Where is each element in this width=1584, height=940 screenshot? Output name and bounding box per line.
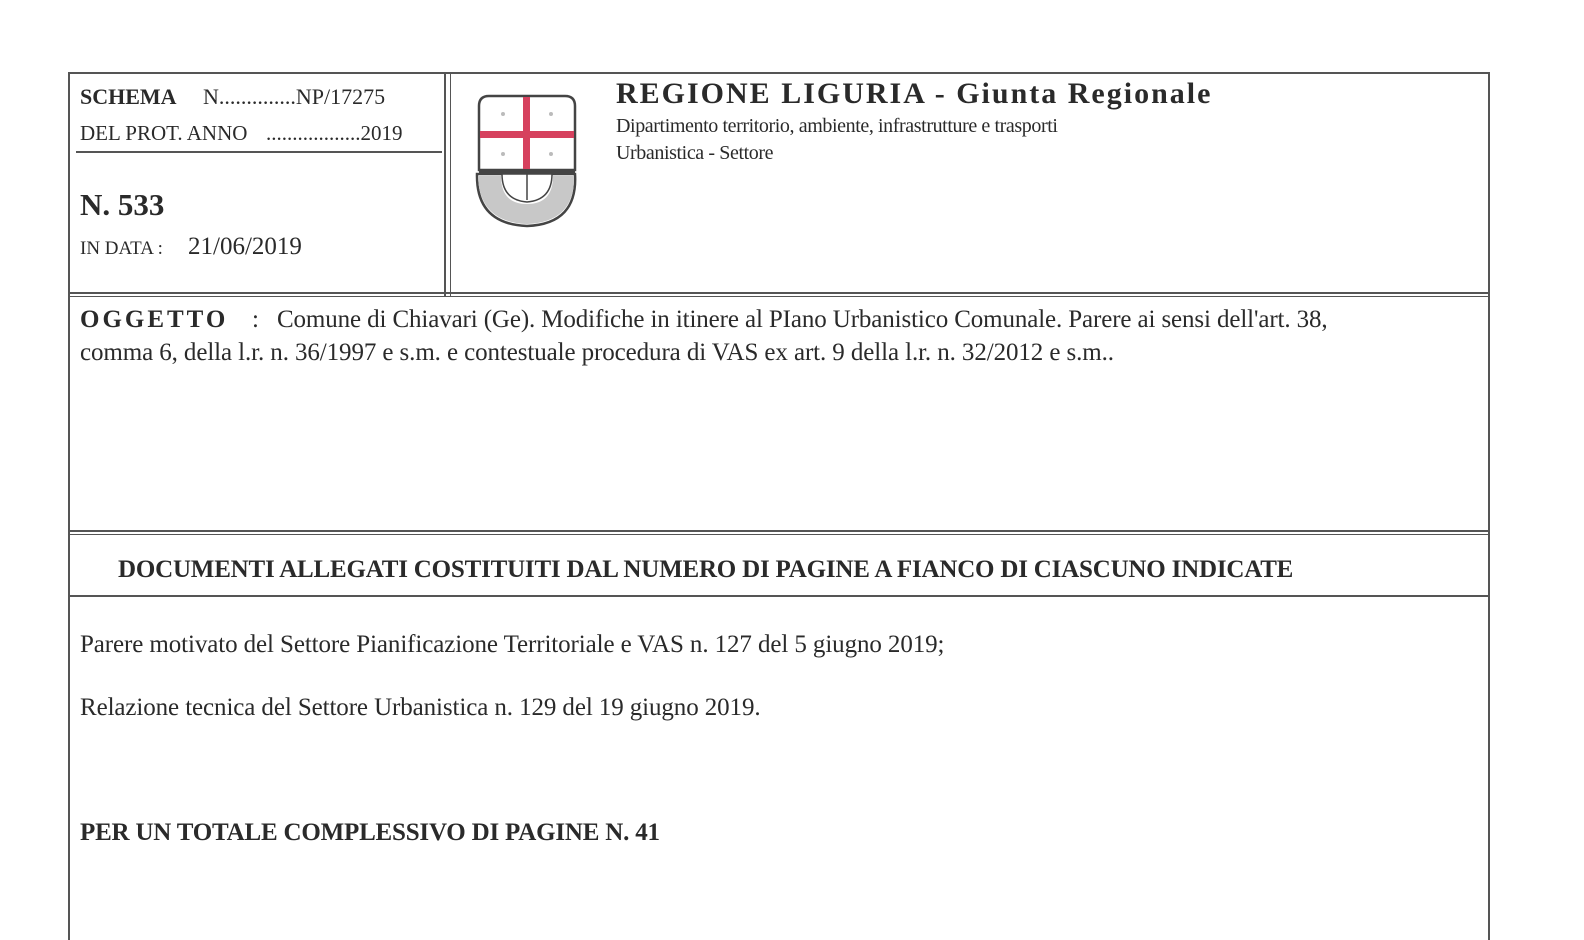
prot-value: ..................2019 (266, 121, 403, 145)
subject-line-2: comma 6, della l.r. n. 36/1997 e s.m. e contestuale procedura di VAS ex art. 9 della l.r. n. 32/2012 e s.m.. (80, 339, 1114, 366)
attachments-heading-divider (68, 595, 1490, 597)
attachment-item-2: Relazione tecnica del Settore Urbanistica n. 129 del 19 giugno 2019. (80, 694, 761, 721)
total-pages: PER UN TOTALE COMPLESSIVO DI PAGINE N. 41 (80, 819, 660, 846)
organization-title: REGIONE LIGURIA - Giunta Regionale (616, 77, 1213, 110)
schema-underline (76, 151, 442, 153)
header-bottom-divider (68, 292, 1490, 297)
document-number: N. 533 (80, 187, 165, 222)
sector-name: Urbanistica - Settore (616, 142, 774, 164)
date-value: 21/06/2019 (188, 233, 302, 260)
frame-top-border (68, 72, 1490, 74)
prot-label: DEL PROT. ANNO (80, 121, 248, 145)
department-name: Dipartimento territorio, ambiente, infrastrutture e trasporti (616, 115, 1058, 137)
regione-liguria-coat-of-arms-icon (474, 94, 580, 230)
schema-label: SCHEMA (80, 84, 177, 109)
attachment-item-1: Parere motivato del Settore Pianificazione Territoriale e VAS n. 127 del 5 giugno 2019; (80, 631, 945, 658)
subject-label: OGGETTO (80, 306, 229, 333)
frame-right-border (1488, 72, 1490, 940)
header-divider (444, 72, 446, 296)
schema-value: N..............NP/17275 (203, 84, 386, 109)
subject-line-1: Comune di Chiavari (Ge). Modifiche in itinere al PIano Urbanistico Comunale. Parere ai sensi dell'art. 38, (277, 306, 1328, 333)
header-divider-inner (450, 72, 451, 296)
frame-left-border (68, 72, 70, 940)
date-label: IN DATA : (80, 238, 163, 259)
subject-separator: : (252, 306, 259, 333)
subject-bottom-divider (68, 530, 1490, 535)
attachments-heading: DOCUMENTI ALLEGATI COSTITUITI DAL NUMERO DI PAGINE A FIANCO DI CIASCUNO INDICATE (118, 556, 1294, 583)
